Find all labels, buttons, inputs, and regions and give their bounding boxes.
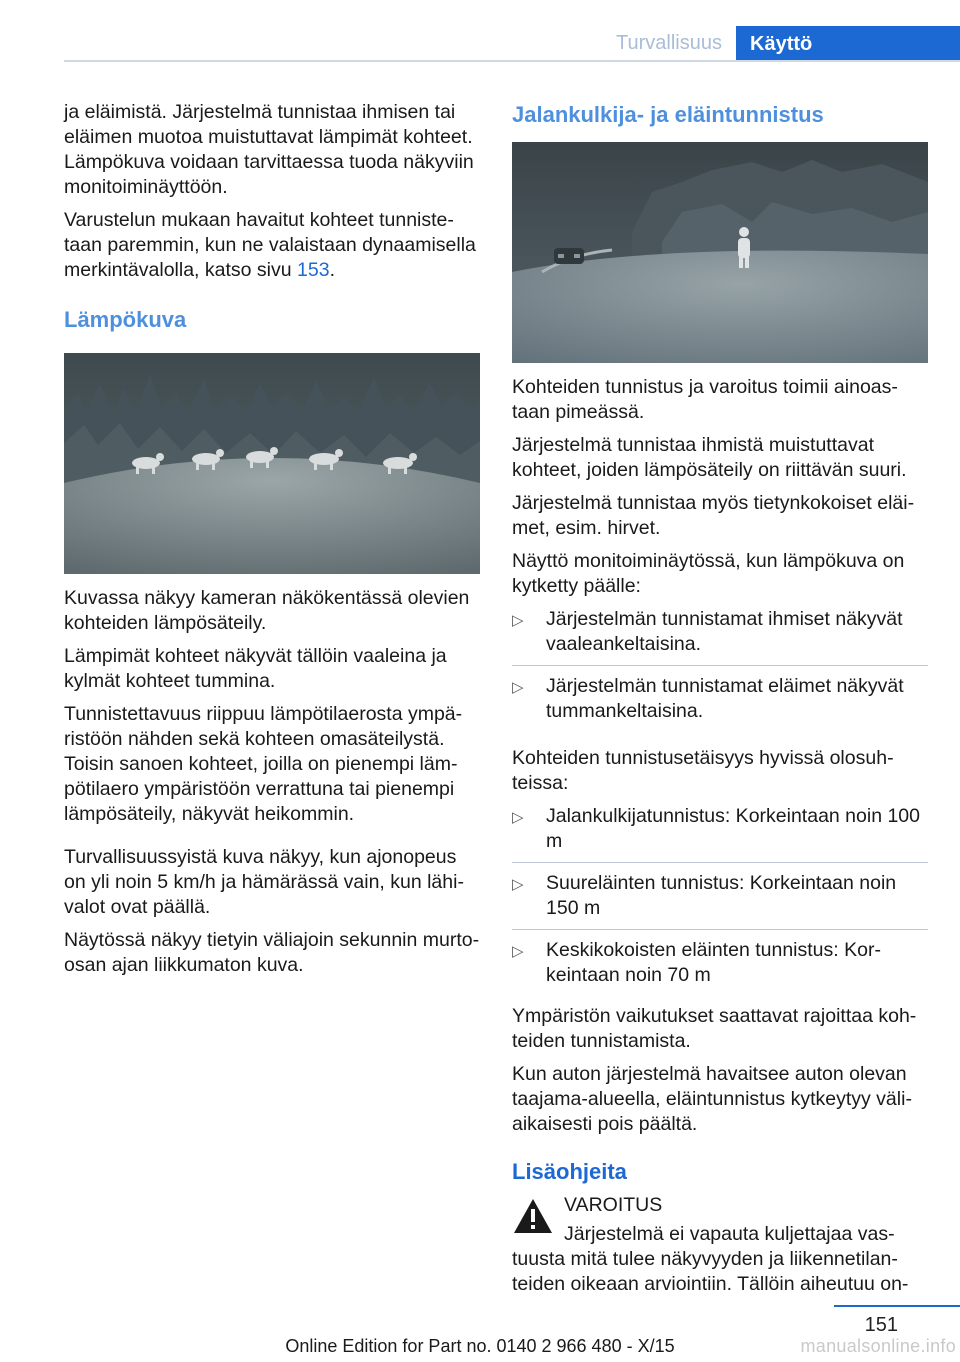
paragraph: [64, 208, 480, 283]
list-item-text: Keskikokoisten eläinten tunnistus: Korkeintaan noin 70 m: [546, 939, 881, 986]
thermal-image-figure: [64, 353, 480, 574]
header-chapter-tab: Käyttö: [736, 26, 960, 62]
list-item-text: Jalankulkijatunnistus: Korkeintaan noin 100 m: [546, 805, 920, 852]
triangle-right-icon: ▷: [512, 679, 524, 696]
list-item: [512, 804, 928, 863]
paragraph: Kuvassa näkyy kameran näkökentässä olevien kohteiden lämpösäteily.: [64, 587, 470, 634]
right-column: [512, 100, 928, 1305]
paragraph: Kohteiden tunnistusetäisyys hyvissä olosuhteissa:: [512, 747, 894, 794]
triangle-right-icon: ▷: [512, 943, 524, 960]
footer-edition-text: Online Edition for Part no. 0140 2 966 480 - X/15: [285, 1336, 675, 1356]
paragraph-text: Varustelun mukaan havaitut kohteet tunnistetaan paremmin, kun ne valaistaan dynaamisella merkintävalolla, katso sivu: [64, 209, 476, 281]
paragraph: Tunnistettavuus riippuu lämpötilaerosta ympäristöön nähden sekä kohteen omasäteilystä. Toisin sanoen kohteet, joilla on pienempi lämpötilaero ympäristöön verrattuna tai pienempi lämpösäteily, näkyvät heikommin.: [64, 703, 463, 825]
section-heading-additional-notes: Lisäohjeita: [512, 1159, 627, 1184]
list-item-text: Suureläinten tunnistus: Korkeintaan noin 150 m: [546, 872, 897, 919]
triangle-right-icon: ▷: [512, 876, 524, 893]
watermark: manualsonline.info: [800, 1336, 956, 1356]
left-column: [64, 100, 480, 986]
header-rule: [64, 60, 960, 62]
paragraph: Lämpimät kohteet näkyvät tällöin vaaleina ja kylmät kohteet tummina.: [64, 645, 447, 692]
footer-rule: [834, 1305, 960, 1307]
pedestrian-detection-figure: [512, 142, 928, 363]
detection-range-list: [512, 804, 928, 996]
paragraph: Näyttö monitoiminäytössä, kun lämpökuva on kytketty päälle:: [512, 550, 905, 597]
warning-icon: [512, 1197, 554, 1235]
list-item: [512, 871, 928, 930]
paragraph: Kohteiden tunnistus ja varoitus toimii ainoastaan pimeässä.: [512, 376, 898, 423]
list-item: [512, 607, 928, 666]
triangle-right-icon: ▷: [512, 612, 524, 629]
warning-title: VAROITUS: [564, 1194, 663, 1216]
section-heading-pedestrian-detection: Jalankulkija- ja eläintunnistus: [512, 102, 824, 127]
list-item: [512, 674, 928, 732]
list-item: [512, 938, 928, 996]
paragraph: Järjestelmä tunnistaa myös tietynkokoiset eläimet, esim. hirvet.: [512, 492, 915, 539]
paragraph: Turvallisuussyistä kuva näkyy, kun ajonopeus on yli noin 5 km/h ja hämärässä vain, kun lähivalot ovat päällä.: [64, 846, 464, 918]
list-item-text: Järjestelmän tunnistamat eläimet näkyvät tummankeltaisina.: [546, 675, 904, 722]
paragraph: Kun auton järjestelmä havaitsee auton olevan taajama-alueella, eläintunnistus kytkeytyy väliaikaisesti pois päältä.: [512, 1063, 912, 1135]
page-number: 151: [864, 1314, 898, 1336]
warning-block: [512, 1193, 928, 1218]
list-item-text: Järjestelmän tunnistamat ihmiset näkyvät vaaleankeltaisina.: [546, 608, 903, 655]
paragraph: Ympäristön vaikutukset saattavat rajoittaa kohteiden tunnistamista.: [512, 1005, 917, 1052]
header-section-tab: Turvallisuus: [616, 32, 722, 54]
paragraph-text: .: [329, 259, 335, 281]
triangle-right-icon: ▷: [512, 809, 524, 826]
section-heading-thermal-image: Lämpökuva: [64, 307, 187, 332]
display-color-list: [512, 607, 928, 732]
paragraph: ja eläimistä. Järjestelmä tunnistaa ihmisen tai eläimen muotoa muistuttavat lämpimät kohteet. Lämpökuva voidaan tarvittaessa tuoda näkyviin monitoiminäyttöön.: [64, 101, 474, 198]
paragraph: Näytössä näkyy tietyin väliajoin sekunnin murto-osan ajan liikkumaton kuva.: [64, 929, 480, 976]
page-link[interactable]: 153: [297, 259, 330, 281]
warning-text: Järjestelmä ei vapauta kuljettajaa vastuusta mitä tulee näkyvyyden ja liikennetilanteiden oikeaan arviointiin. Tällöin aiheutuu on-: [512, 1223, 909, 1295]
paragraph: Järjestelmä tunnistaa ihmistä muistuttavat kohteet, joiden lämpösäteily on riittävän suuri.: [512, 434, 907, 481]
